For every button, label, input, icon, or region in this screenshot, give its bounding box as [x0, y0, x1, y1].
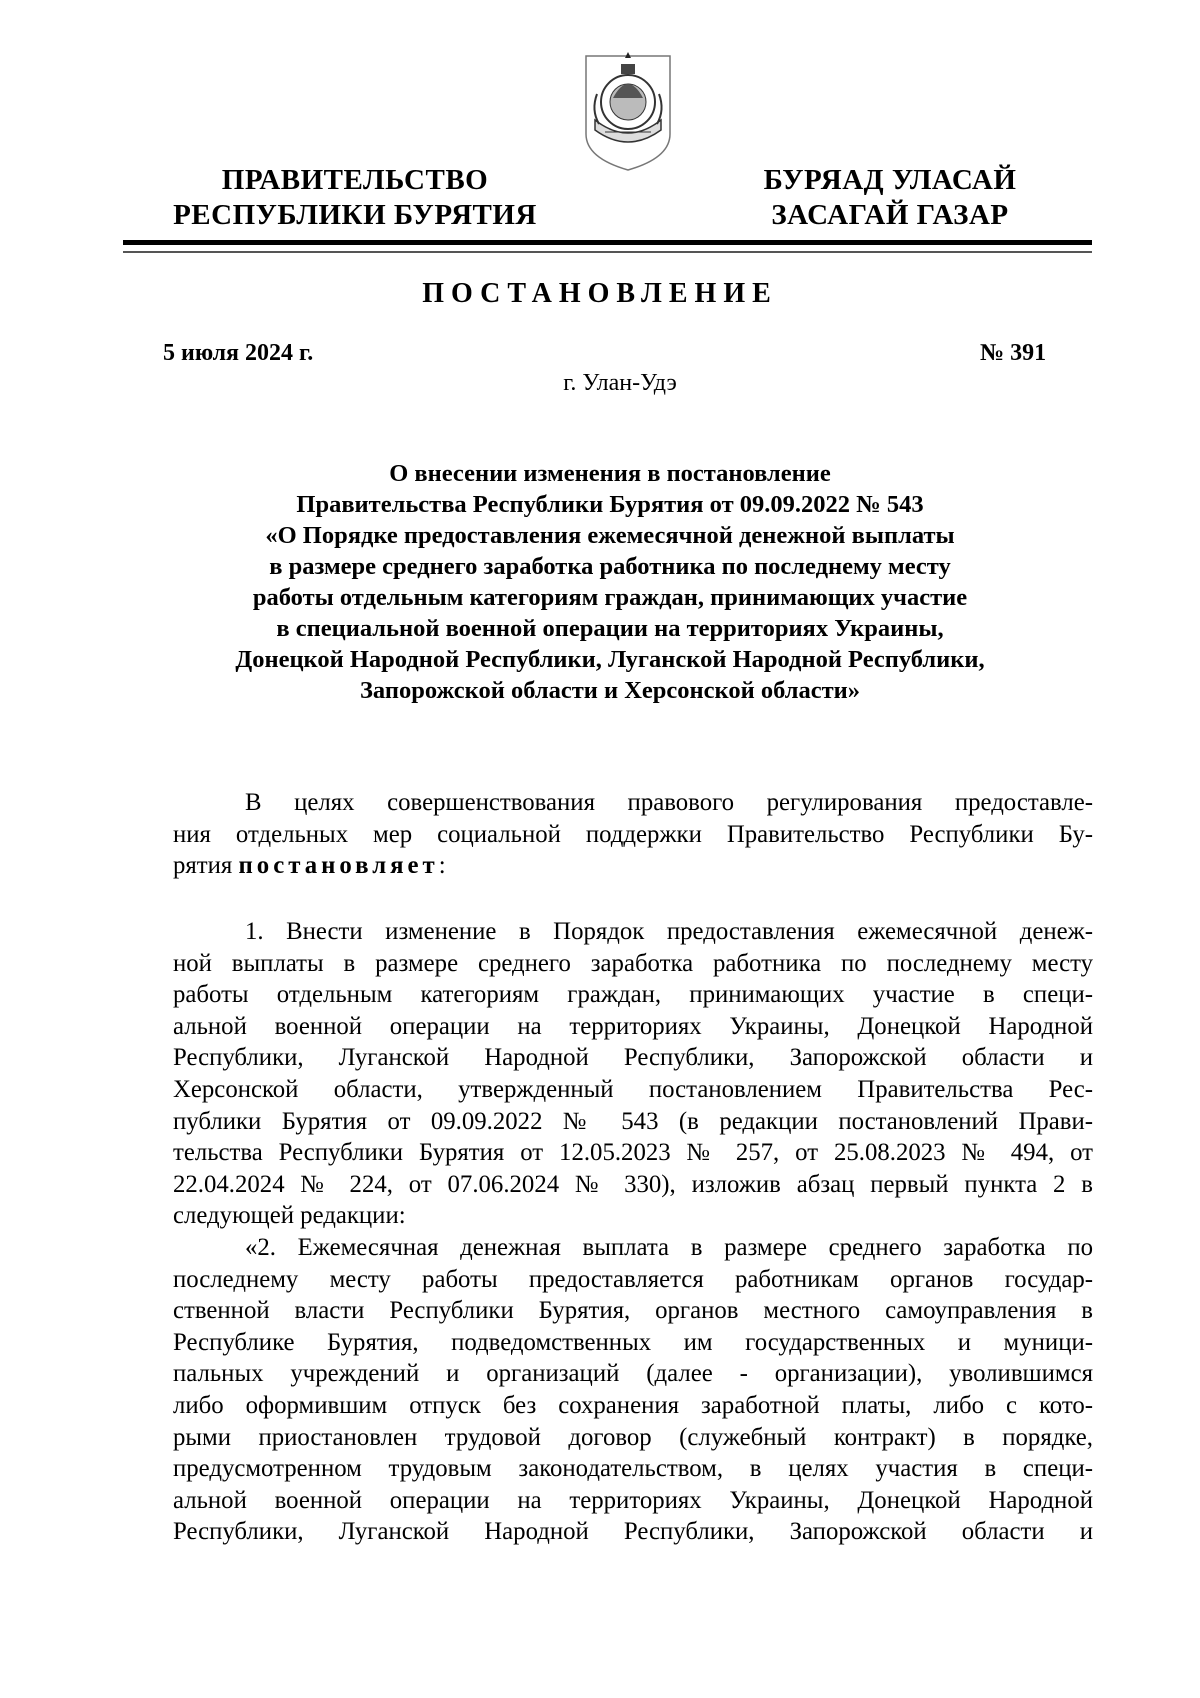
body-line: ния отдельных мер социальной поддержки Правительство Республики Бу- [173, 820, 1093, 848]
title-line: Правительства Республики Бурятия от 09.09.2022 № 543 [296, 491, 924, 518]
body-line [173, 850, 1093, 882]
header-left [160, 163, 550, 233]
document-city: г. Улан-Удэ [563, 370, 677, 396]
body-line: Республики, Луганской Народной Республики, Запорожской области и [173, 1518, 1093, 1546]
document-title [150, 458, 1070, 706]
body-line: ственной власти Республики Бурятия, органов местного самоуправления в [173, 1297, 1093, 1325]
title-line: О внесении изменения в постановление [389, 460, 831, 487]
preamble-suffix: : [438, 852, 446, 880]
title-line: работы отдельным категориям граждан, принимающих участие [252, 584, 968, 611]
header-right-line2: ЗАСАГАЙ ГАЗАР [771, 199, 1009, 231]
body-line: Херсонской области, утвержденный постановлением Правительства Рес- [173, 1075, 1093, 1103]
resolution-keyword: постановляет [238, 852, 439, 880]
body-line: рыми приостановлен трудовой договор (служебный контракт) в порядке, [173, 1423, 1093, 1451]
title-line: Донецкой Народной Республики, Луганской Народной Республики, [235, 646, 985, 673]
document-number: № 391 [980, 340, 1047, 366]
body-line: 22.04.2024 № 224, от 07.06.2024 № 330), изложив абзац первый пункта 2 в [173, 1170, 1093, 1198]
preamble-paragraph [173, 787, 1093, 882]
body-line: альной военной операции на территориях Украины, Донецкой Народной [173, 1486, 1093, 1514]
header-left-line1: ПРАВИТЕЛЬСТВО [221, 164, 489, 196]
body-line: публики Бурятия от 09.09.2022 № 543 (в редакции постановлений Прави- [173, 1107, 1093, 1135]
body-line: Республики, Луганской Народной Республики, Запорожской области и [173, 1044, 1093, 1072]
body-line: либо оформившим отпуск без сохранения заработной платы, либо с кото- [173, 1391, 1093, 1419]
body-line: последнему месту работы предоставляется работникам органов государ- [173, 1265, 1093, 1293]
header-right [745, 163, 1035, 233]
body-line: В целях совершенствования правового регулирования предоставле- [245, 789, 1093, 816]
header-left-line2: РЕСПУБЛИКИ БУРЯТИЯ [173, 199, 537, 231]
body-line: 1. Внести изменение в Порядок предоставления ежемесячной денеж- [245, 918, 1093, 945]
document-date: 5 июля 2024 г. [163, 340, 314, 366]
body-line: пальных учреждений и организаций (далее - организации), уволившимся [173, 1360, 1093, 1388]
header-right-line1: БУРЯАД УЛАСАЙ [763, 164, 1017, 196]
coat-of-arms-icon [583, 50, 673, 174]
title-line: в размере среднего заработка работника по последнему месту [269, 553, 951, 580]
body-line: работы отдельным категориям граждан, принимающих участие в специ- [173, 981, 1093, 1009]
document-type: ПОСТАНОВЛЕНИЕ [422, 278, 778, 309]
header-divider-thin [123, 251, 1092, 253]
body-line: следующей редакции: [173, 1202, 406, 1230]
header-divider-thick [123, 240, 1092, 245]
body-line: тельства Республики Бурятия от 12.05.2023 № 257, от 25.08.2023 № 494, от [173, 1139, 1093, 1167]
body-line: предусмотренном трудовым законодательством, в целях участия в специ- [173, 1455, 1093, 1483]
body-line: «2. Ежемесячная денежная выплата в размере среднего заработка по [245, 1233, 1093, 1261]
title-line: Запорожской области и Херсонской области» [359, 677, 860, 704]
title-line: в специальной военной операции на территориях Украины, [276, 615, 944, 642]
main-paragraphs [173, 916, 1093, 1548]
body-line: ной выплаты в размере среднего заработка работника по последнему месту [173, 949, 1093, 977]
preamble-prefix: рятия [173, 852, 239, 880]
body-line: альной военной операции на территориях Украины, Донецкой Народной [173, 1012, 1093, 1040]
title-line: «О Порядке предоставления ежемесячной денежной выплаты [265, 522, 955, 549]
body-line: Республике Бурятия, подведомственных им государственных и муници- [173, 1328, 1093, 1356]
